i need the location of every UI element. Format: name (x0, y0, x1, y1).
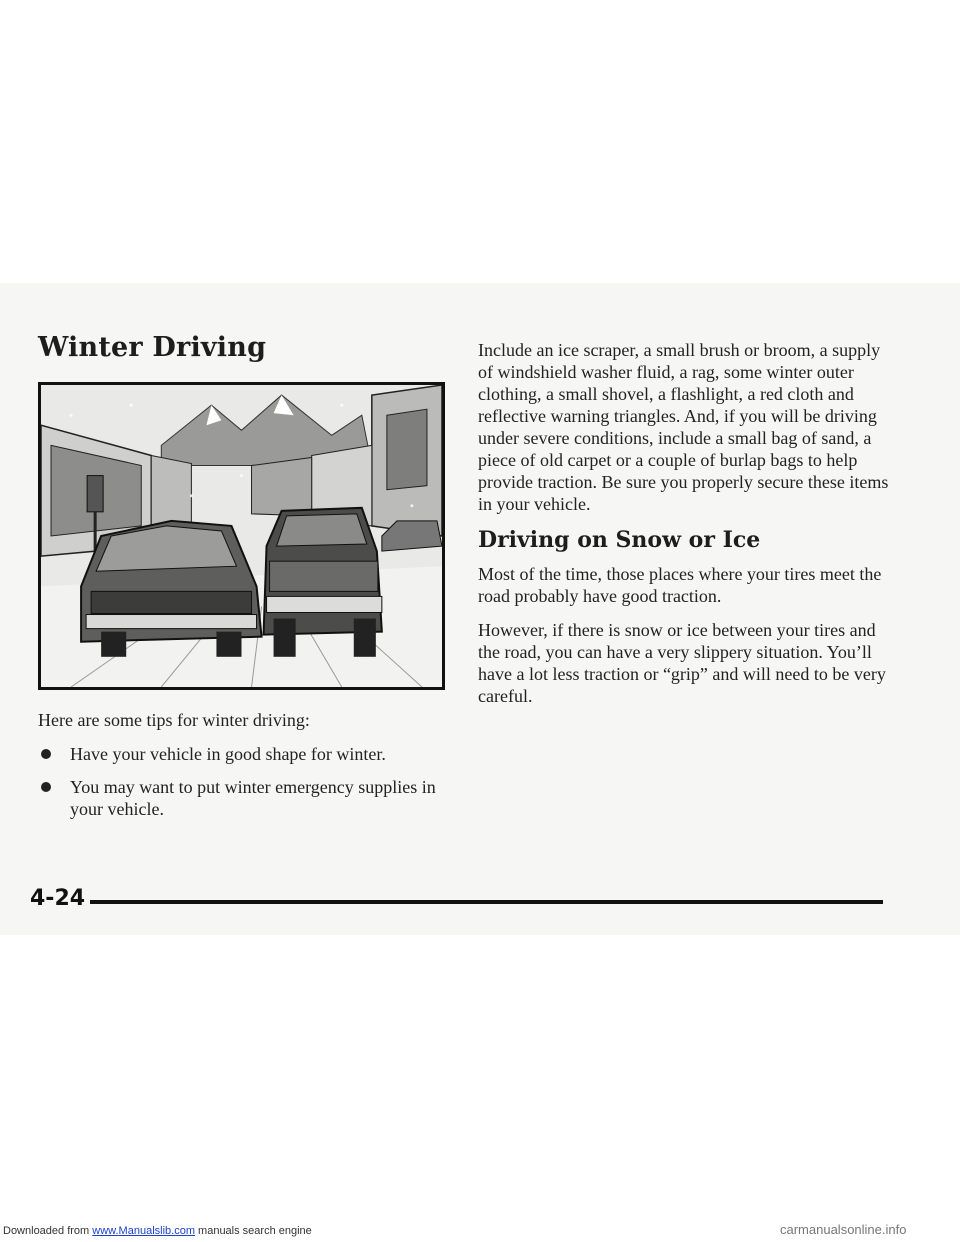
supplies-paragraph: Include an ice scraper, a small brush or broom, a supply of windshield washer fluid, a rag, some winter outer clothing, a small shovel, a flashlight, a red cloth and reflective warning triangles. And, if you will be driving under severe conditions, include a small bag of sand, a piece of old carpet or a couple of burlap bags to help provide traction. Be sure you properly secure these items in your vehicle. (478, 340, 889, 514)
section-heading: Driving on Snow or Ice (478, 527, 761, 553)
winter-street-illustration (38, 382, 445, 690)
footer-prefix: Downloaded from (3, 1225, 93, 1237)
tips-list (38, 743, 458, 831)
tip-text: Have your vehicle in good shape for winter. (70, 744, 386, 764)
watermark: carmanualsonline.info (780, 1222, 907, 1237)
manualslib-link[interactable]: www.Manualslib.com (92, 1225, 195, 1237)
tip-text: You may want to put winter emergency supplies in your vehicle. (70, 777, 436, 819)
tips-intro: Here are some tips for winter driving: (38, 710, 310, 730)
download-footer (3, 1225, 312, 1237)
winter-scene-drawing (41, 385, 442, 687)
right-column (478, 339, 898, 719)
page-title: Winter Driving (38, 332, 267, 363)
traction-paragraph: Most of the time, those places where your tires meet the road probably have good traction. (478, 564, 882, 606)
list-item (38, 776, 458, 820)
list-item (38, 743, 458, 765)
bullet-icon (41, 782, 51, 792)
slippery-paragraph: However, if there is snow or ice between your tires and the road, you can have a very slippery situation. You’ll have a lot less traction or “grip” and will need to be very careful. (478, 620, 886, 706)
bullet-icon (41, 749, 51, 759)
footer-rule (90, 900, 883, 904)
footer-suffix: manuals search engine (194, 1225, 312, 1237)
page-number: 4-24 (30, 886, 86, 911)
